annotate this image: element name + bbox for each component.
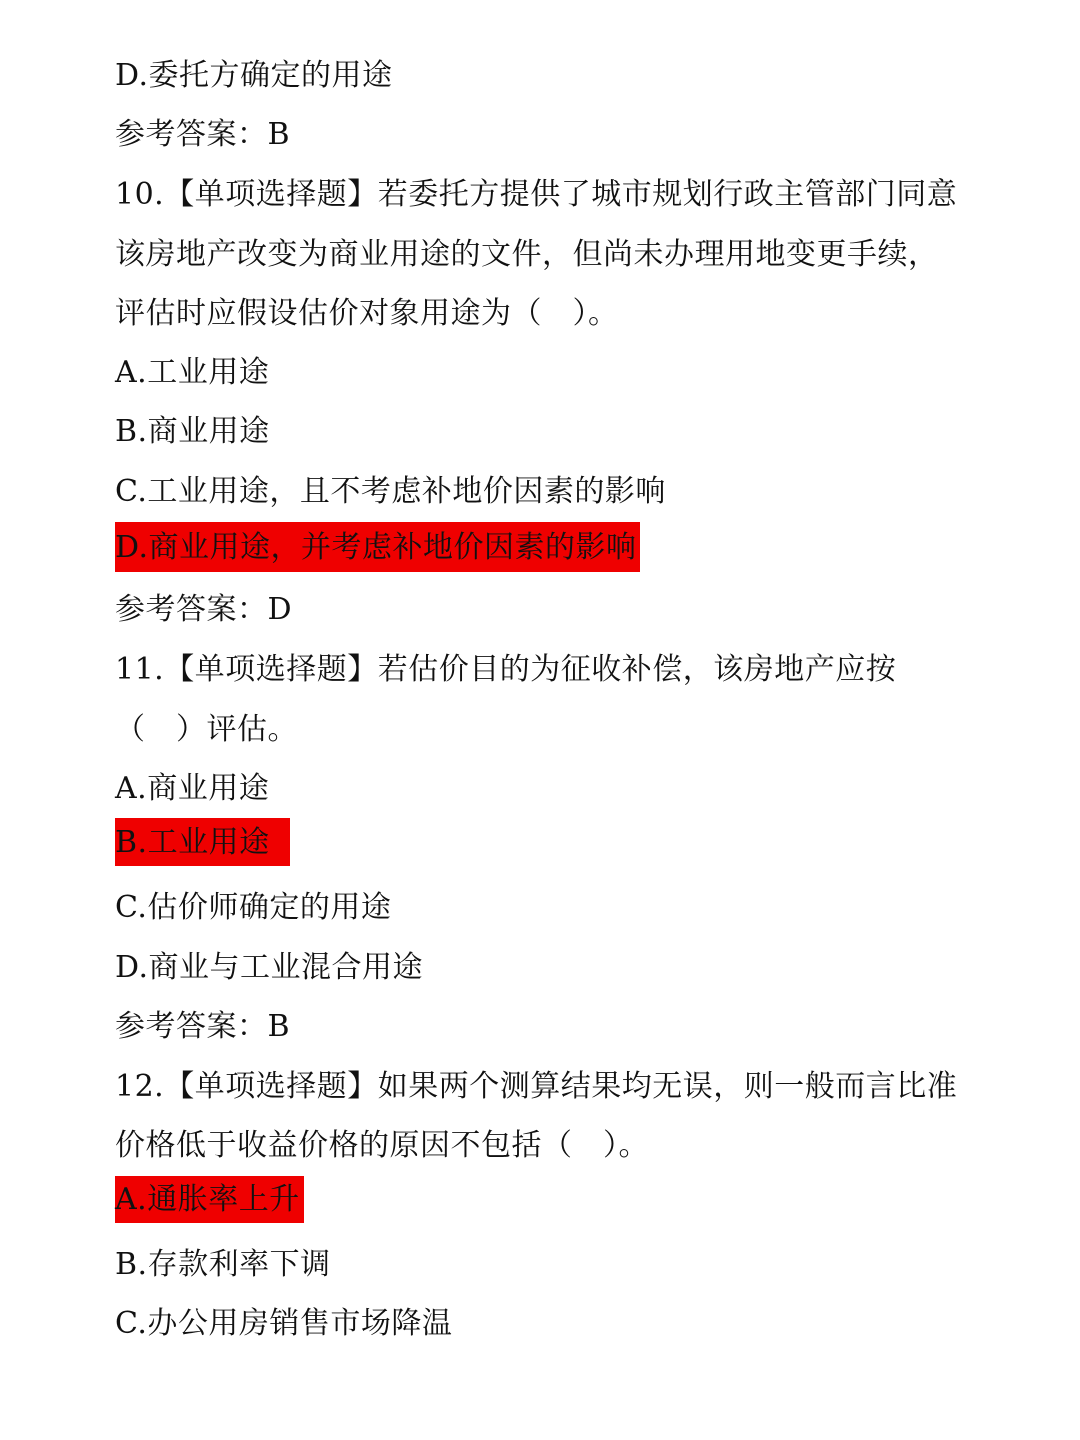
q12-option-c: C.办公用房销售市场降温 (115, 1306, 453, 1341)
q10-option-d: D.商业用途，并考虑补地价因素的影响 (115, 530, 637, 565)
q11-stem-line-2: （ ）评估。 (115, 712, 298, 747)
q12-option-a: A.通胀率上升 (115, 1182, 300, 1217)
q9-option-d: D.委托方确定的用途 (115, 58, 393, 93)
q12-option-a-highlight (115, 1176, 304, 1223)
q11-stem-line-1: 11.【单项选择题】若估价目的为征收补偿，该房地产应按 (115, 652, 897, 687)
q11-option-a: A.商业用途 (115, 771, 270, 806)
q10-option-d-highlight (115, 522, 640, 572)
q10-stem-line-3: 评估时应假设估价对象用途为（ ）。 (115, 296, 619, 331)
q10-option-b: B.商业用途 (115, 414, 270, 449)
q10-option-a: A.工业用途 (115, 355, 270, 390)
q12-stem-line-1: 12.【单项选择题】如果两个测算结果均无误，则一般而言比准 (115, 1069, 958, 1104)
q11-option-b-highlight (115, 818, 290, 866)
q9-answer: 参考答案：B (115, 117, 291, 152)
q10-stem-line-1: 10.【单项选择题】若委托方提供了城市规划行政主管部门同意 (115, 177, 958, 212)
q12-option-b: B.存款利率下调 (115, 1247, 331, 1282)
q10-option-c: C.工业用途，且不考虑补地价因素的影响 (115, 474, 666, 509)
q12-stem-line-2: 价格低于收益价格的原因不包括（ ）。 (115, 1128, 649, 1163)
q11-option-d: D.商业与工业混合用途 (115, 950, 424, 985)
q10-answer: 参考答案：D (115, 592, 293, 627)
q11-option-b: B.工业用途 (115, 825, 270, 860)
q11-answer: 参考答案：B (115, 1009, 291, 1044)
q11-option-c: C.估价师确定的用途 (115, 890, 392, 925)
q10-stem-line-2: 该房地产改变为商业用途的文件，但尚未办理用地变更手续， (115, 237, 939, 272)
